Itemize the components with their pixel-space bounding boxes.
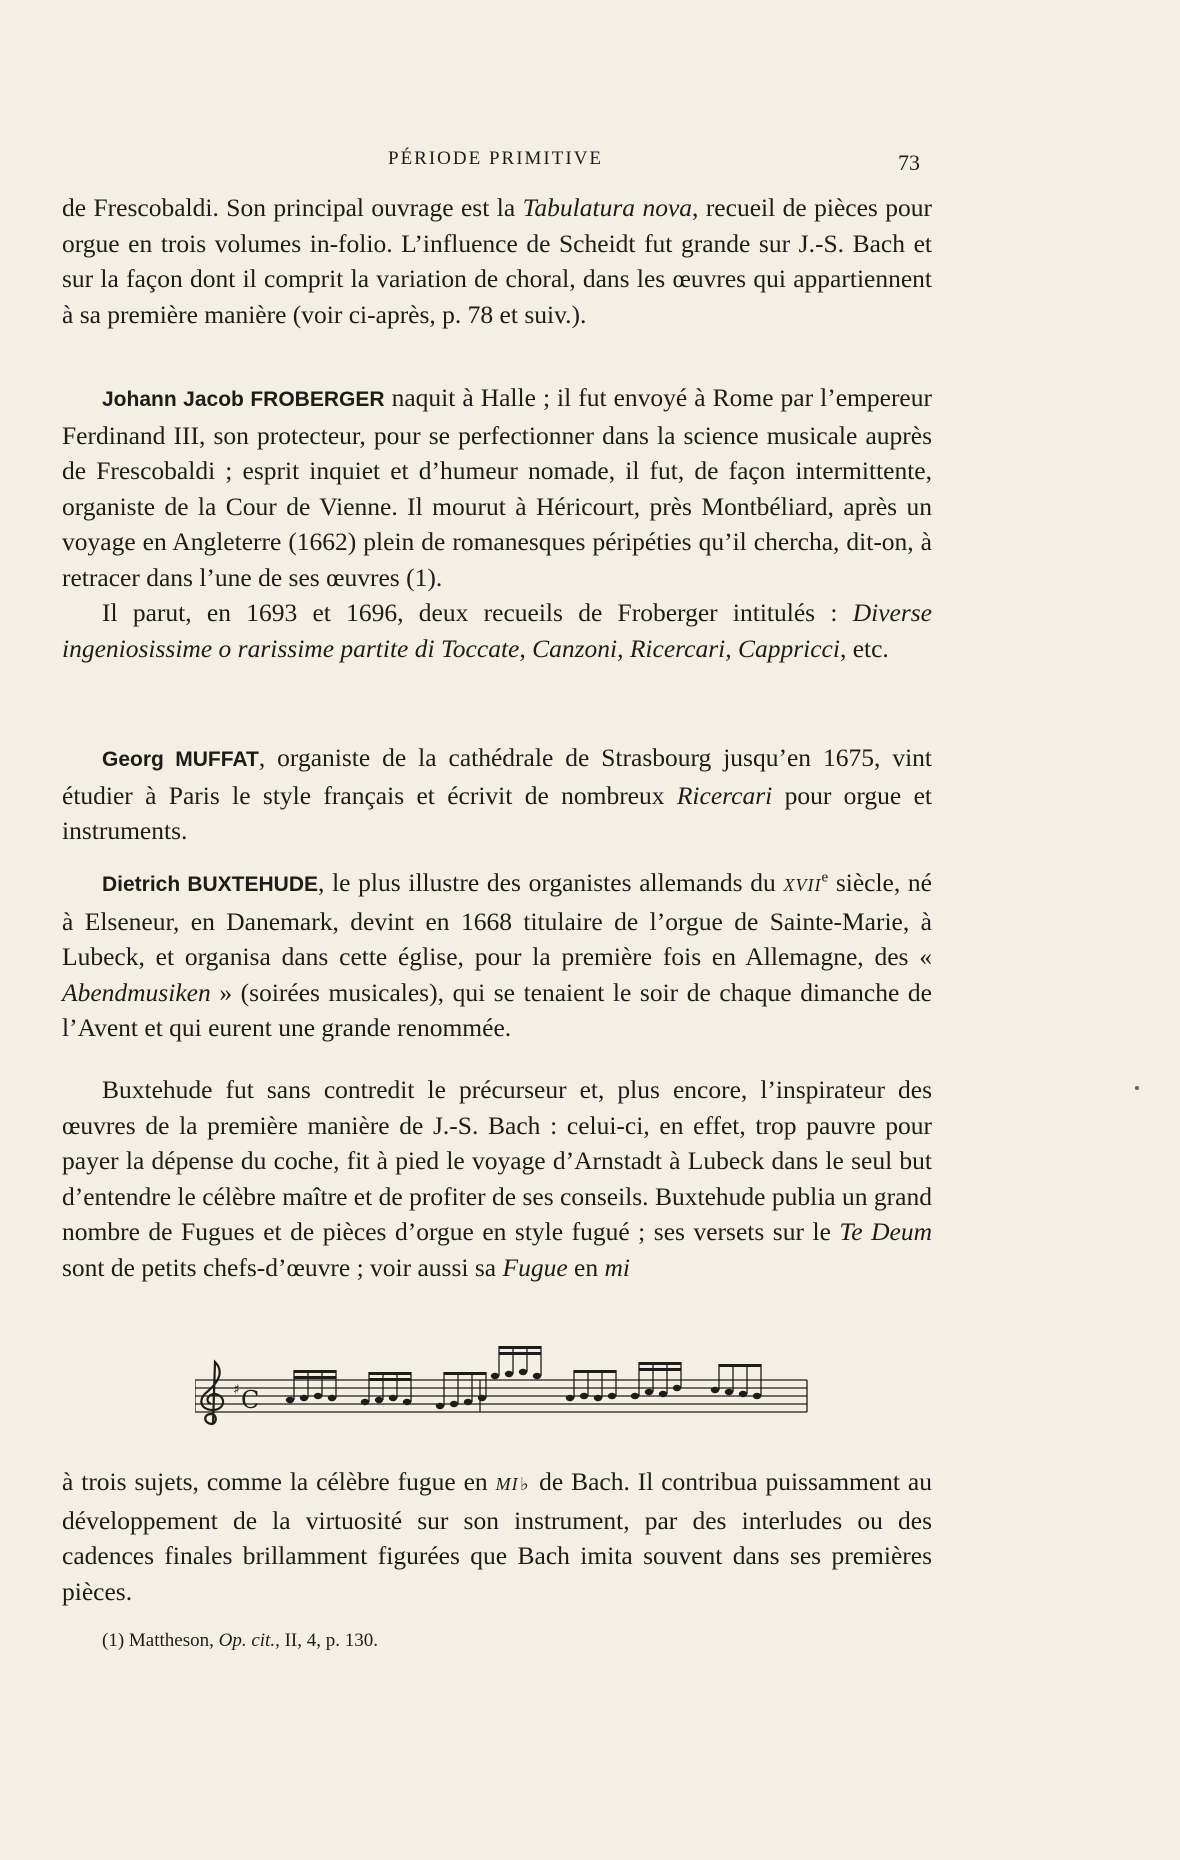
note-head (739, 1391, 747, 1397)
name-first: Johann Jacob (102, 388, 244, 411)
running-title: PÉRIODE PRIMITIVE (388, 148, 604, 169)
name-first: Dietrich (102, 873, 181, 896)
note-head (491, 1373, 499, 1379)
paragraph-frescobaldi (62, 190, 932, 332)
note-beam (639, 1362, 681, 1365)
music-notation-example (195, 1340, 815, 1450)
note-head (608, 1393, 616, 1399)
page-number: 73 (898, 150, 920, 175)
note-beam (499, 1352, 541, 1355)
note-head (725, 1389, 733, 1395)
work-title: Te Deum (839, 1217, 933, 1246)
paragraph-after-music (62, 1464, 932, 1609)
note-beam (499, 1346, 541, 1349)
key-signature-sharp-icon: ♯ (233, 1382, 240, 1398)
text-run: de Bach. Il contribua puissamment au développement de la virtuosité sur son instrument, par des interludes ou des cadences finales brillamment figurées que Bach imita souvent dans ses premières pièces. (62, 1467, 932, 1606)
text-run: naquit à Halle ; il fut envoyé à Rome par l’empereur Ferdinand III, son protecteur, pour se perfectionner dans la science musicale auprès de Frescobaldi ; esprit inquiet et d’humeur nomade, il fut, de façon intermittente, organiste de la Cour de Vienne. Il mourut à Héricourt, près Montbéliard, après un voyage en Angleterre (1662) plein de romanesques péripéties qu’il chercha, dit-on, à retracer dans l’une de ses œuvres (1). (62, 383, 932, 592)
note-head (519, 1369, 527, 1375)
note-beam (444, 1372, 486, 1375)
note-beam (639, 1368, 681, 1371)
citation-reference: Op. cit. (218, 1630, 276, 1651)
note-head (533, 1373, 541, 1379)
century-numeral: XVII (783, 875, 822, 895)
text-run: , etc. (839, 633, 889, 663)
work-title: Ricercari (676, 780, 773, 810)
text-run: pour orgue et instruments. (62, 780, 933, 845)
paragraph-text (62, 865, 932, 1046)
name-last: MUFFAT (175, 748, 259, 771)
text-run: de Frescobaldi. Son principal ouvrage est la (62, 193, 523, 222)
century-suffix: e (821, 869, 829, 886)
running-head (0, 148, 1180, 178)
footnote (102, 1628, 922, 1654)
note-beam (369, 1372, 411, 1375)
paragraph-text (62, 740, 932, 849)
composer-name (102, 873, 318, 896)
paragraph-precursor (62, 1072, 932, 1285)
composer-name (102, 748, 259, 771)
music-notes (286, 1346, 761, 1409)
text-run: à trois sujets, comme la célèbre fugue en (62, 1467, 496, 1496)
text-run: , II, 4, p. 130. (275, 1630, 378, 1651)
paragraph-text (62, 190, 932, 332)
composer-name (102, 388, 385, 411)
note-head (389, 1395, 397, 1401)
note-head (711, 1387, 719, 1393)
note-head (505, 1371, 513, 1377)
paragraph-text (62, 1464, 932, 1609)
note-head (314, 1393, 322, 1399)
musical-key: mi (604, 1252, 630, 1282)
musical-key: MI♭ (495, 1474, 532, 1494)
paragraph-text (62, 595, 932, 666)
note-head (375, 1397, 383, 1403)
name-last: BUXTEHUDE (187, 873, 319, 896)
note-head (645, 1389, 653, 1395)
note-head (300, 1395, 308, 1401)
name-last: FROBERGER (250, 388, 385, 411)
work-title: Fugue (502, 1252, 568, 1282)
note-beam (719, 1364, 761, 1367)
text-run: sont de petits chefs-d’œuvre ; voir aussi sa (62, 1252, 503, 1282)
treble-clef (201, 1362, 223, 1424)
text-run: siècle, né à Elseneur, en Danemark, devint en 1668 titulaire de l’orgue de Sainte-Marie, à Lubeck, et organisa dans cette église, pour la première fois en Allemagne, des « (62, 868, 932, 971)
paragraph-text (62, 380, 932, 595)
note-head (450, 1401, 458, 1407)
note-beam (294, 1370, 336, 1373)
note-head (328, 1395, 336, 1401)
note-beam (294, 1376, 336, 1379)
text-run: » (soirées musicales), qui se tenaient le soir de chaque dimanche de l’Avent et qui eurent une grande renommée. (62, 977, 932, 1042)
note-head (580, 1393, 588, 1399)
note-head (753, 1393, 761, 1399)
paragraph-text (62, 1072, 932, 1285)
work-title: Abendmusiken (62, 977, 211, 1007)
name-first: Georg (102, 748, 164, 771)
text-run: Buxtehude fut sans contredit le précurseur et, plus encore, l’inspirateur des œuvres de la première manière de J.-S. Bach : celui-ci, en effet, trop pauvre pour payer la dépense du coche, fit à pied le voyage d’Arnstadt à Lubeck dans le seul but d’entendre le célèbre maître et de profiter de ses conseils. Buxtehude publia un grand nombre de Fugues et de pièces d’orgue en style fugué ; ses versets sur le (62, 1075, 932, 1246)
note-head (361, 1399, 369, 1405)
note-head (403, 1399, 411, 1405)
text-run: , organiste de la cathédrale de Strasbourg jusqu’en 1675, vint étudier à Paris le style français et écrivit de nombreux (62, 743, 932, 810)
text-run: , recueil de pièces pour orgue en trois volumes in-folio. L’influence de Scheidt fut grande sur J.-S. Bach et sur la façon dont il comprit la variation de choral, dans les œuvres qui appartiennent à sa première manière (voir ci-après, p. 78 et suiv.). (62, 193, 932, 329)
paragraph-muffat (62, 740, 932, 849)
note-head (286, 1397, 294, 1403)
common-time-icon: C (241, 1386, 260, 1414)
note-head (594, 1395, 602, 1401)
text-run: Il parut, en 1693 et 1696, deux recueils de Froberger intitulés : (102, 598, 853, 627)
paragraph-buxtehude (62, 865, 932, 1046)
paper-speck (1135, 1086, 1139, 1090)
note-head (566, 1395, 574, 1401)
note-head (478, 1395, 486, 1401)
note-head (631, 1393, 639, 1399)
note-head (673, 1385, 681, 1391)
text-run: , le plus illustre des organistes allemands du (318, 868, 784, 897)
work-title: Diverse ingeniosissime o rarissime partite di Toccate, Canzoni, Ricercari, Cappricci (62, 598, 932, 663)
note-beam (574, 1370, 616, 1373)
text-run: en (567, 1252, 605, 1282)
text-run: (1) Mattheson, (102, 1630, 219, 1651)
note-head (659, 1391, 667, 1397)
music-staff (195, 1380, 807, 1412)
work-title: Tabulatura nova (522, 193, 693, 222)
paragraph-froberger (62, 380, 932, 666)
note-head (436, 1403, 444, 1409)
note-beam (369, 1378, 411, 1381)
note-head (464, 1399, 472, 1405)
